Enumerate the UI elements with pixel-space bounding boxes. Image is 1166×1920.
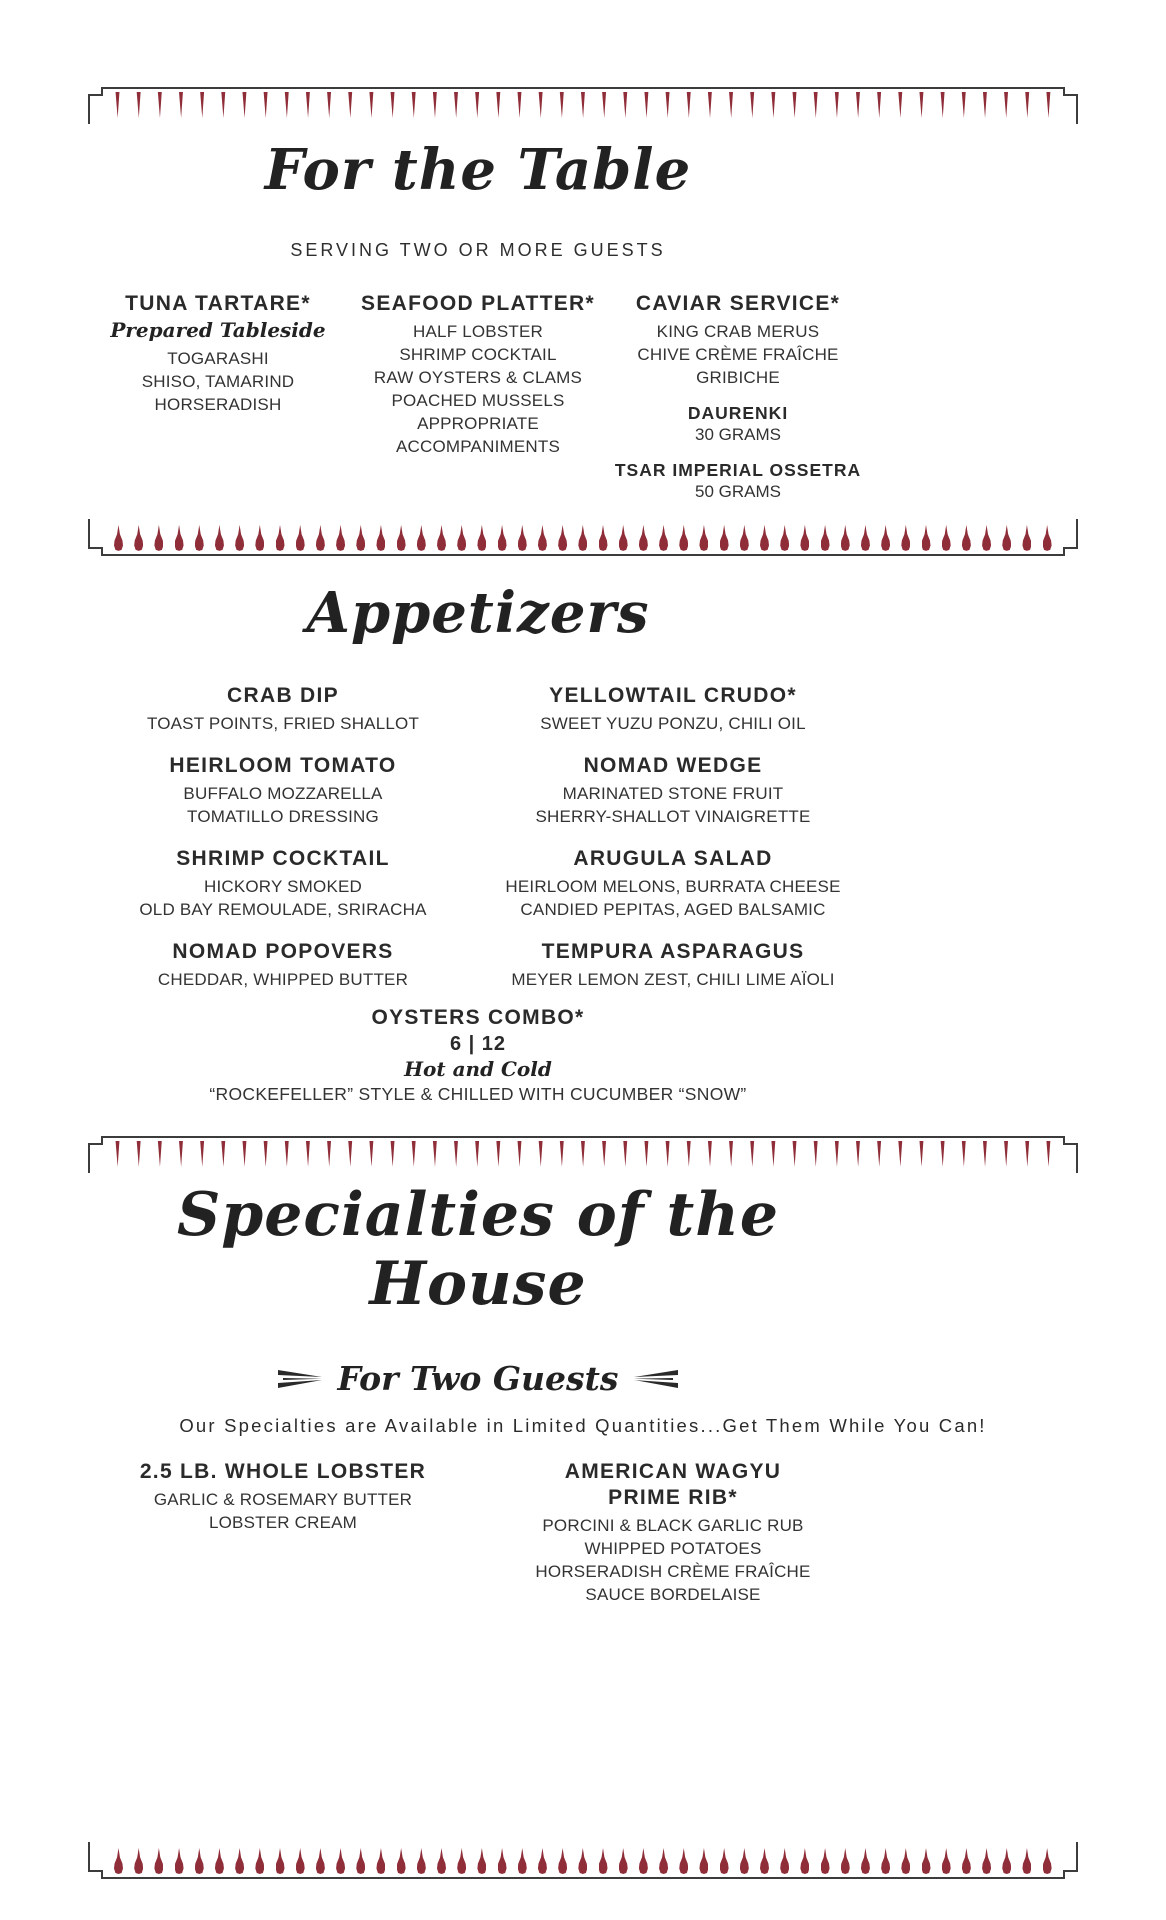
- ornament-spike-icon: [177, 92, 184, 118]
- ornament-spike-icon: [812, 92, 819, 118]
- dish-desc: [478, 875, 868, 921]
- dish-desc-line: PORCINI & BLACK GARLIC RUB: [542, 1516, 804, 1535]
- ornament-drop-icon: [114, 525, 123, 551]
- ornament-spike-icon: [833, 1141, 840, 1167]
- dish-tuna-tartare: [88, 291, 348, 503]
- ornament-drop-icon: [578, 525, 587, 551]
- ornament-spike-icon: [283, 92, 290, 118]
- section-border-open-1: [88, 86, 1078, 124]
- dish-name: ARUGULA SALAD: [573, 846, 773, 870]
- dish-seafood-platter: [348, 291, 608, 503]
- dish-shrimp-cocktail: [88, 846, 478, 921]
- ornament-drop-icon: [397, 525, 406, 551]
- ornament-spike-icon: [410, 1141, 417, 1167]
- ornament-spike-icon: [368, 1141, 375, 1167]
- ornament-spike-icon: [453, 1141, 460, 1167]
- ornament-row-drops: [114, 525, 1052, 551]
- ornament-drop-icon: [679, 1848, 688, 1874]
- ornament-spike-icon: [981, 1141, 988, 1167]
- ornament-drop-icon: [558, 525, 567, 551]
- ornament-spike-icon: [156, 1141, 163, 1167]
- dish-desc: [478, 968, 868, 991]
- ornament-spike-icon: [643, 1141, 650, 1167]
- ornament-drop-icon: [538, 525, 547, 551]
- ornament-spike-icon: [770, 92, 777, 118]
- ornament-drop-icon: [397, 1848, 406, 1874]
- ornament-drop-icon: [962, 525, 971, 551]
- specialties-tagline: Our Specialties are Available in Limited Quantities...Get Them While You Can!: [179, 1415, 987, 1436]
- ornament-spike-icon: [347, 92, 354, 118]
- ornament-spike-icon: [262, 1141, 269, 1167]
- ornament-drop-icon: [599, 1848, 608, 1874]
- ornament-drop-icon: [538, 1848, 547, 1874]
- ornament-drop-icon: [134, 1848, 143, 1874]
- dish-desc-line: HEIRLOOM MELONS, BURRATA CHEESE: [505, 876, 841, 896]
- ornament-spike-icon: [876, 1141, 883, 1167]
- ornament-spike-icon: [791, 1141, 798, 1167]
- ornament-drop-icon: [518, 525, 527, 551]
- ornament-drop-icon: [477, 1848, 486, 1874]
- section-for-the-table: [88, 138, 1078, 503]
- ornament-drop-icon: [982, 525, 991, 551]
- dish-desc: [478, 712, 868, 735]
- ornament-drop-icon: [356, 525, 365, 551]
- ornament-spike-icon: [495, 1141, 502, 1167]
- ornament-drop-icon: [235, 1848, 244, 1874]
- dish-desc-line: SHERRY-SHALLOT VINAIGRETTE: [535, 806, 811, 826]
- section-border-close-1: [88, 519, 1078, 557]
- ornament-drop-icon: [437, 1848, 446, 1874]
- ornament-spike-icon: [389, 92, 396, 118]
- ornament-drop-icon: [376, 525, 385, 551]
- caviar-option-name: TSAR IMPERIAL OSSETRA: [614, 459, 862, 480]
- ornament-spike-icon: [516, 1141, 523, 1167]
- ornament-spike-icon: [304, 1141, 311, 1167]
- ornament-drop-icon: [336, 525, 345, 551]
- section-title-appetizers: Appetizers: [306, 579, 650, 646]
- dish-desc-line: HORSERADISH CRÈME FRAÎCHE: [535, 1562, 811, 1581]
- ornament-spike-icon: [114, 1141, 121, 1167]
- ornament-drop-icon: [276, 525, 285, 551]
- ornament-drop-icon: [336, 1848, 345, 1874]
- flourish-right-icon: [632, 1366, 678, 1392]
- ornament-drop-icon: [659, 1848, 668, 1874]
- specialties-columns: [88, 1459, 868, 1606]
- dish-nomad-wedge: [478, 753, 868, 828]
- ornament-drop-icon: [175, 525, 184, 551]
- dish-desc-line: SHISO, TAMARIND: [141, 371, 295, 391]
- dish-desc-line: SHRIMP COCKTAIL: [399, 344, 557, 364]
- ornament-drop-icon: [942, 525, 951, 551]
- ornament-spike-icon: [241, 1141, 248, 1167]
- dish-name: NOMAD WEDGE: [583, 753, 763, 777]
- dish-desc: [348, 320, 608, 458]
- ornament-spike-icon: [706, 92, 713, 118]
- ornament-spike-icon: [643, 92, 650, 118]
- dish-desc: [88, 347, 348, 416]
- dish-desc-line: BUFFALO MOZZARELLA: [183, 783, 383, 803]
- ornament-spike-icon: [749, 92, 756, 118]
- ornament-drop-icon: [841, 1848, 850, 1874]
- ornament-drop-icon: [457, 525, 466, 551]
- ornament-drop-icon: [215, 525, 224, 551]
- section-appetizers: [88, 581, 1078, 1105]
- ornament-spike-icon: [664, 92, 671, 118]
- ornament-drop-icon: [861, 1848, 870, 1874]
- ornament-drop-icon: [417, 525, 426, 551]
- ornament-drop-icon: [720, 1848, 729, 1874]
- ornament-spike-icon: [347, 1141, 354, 1167]
- dish-desc-line: WHIPPED POTATOES: [584, 1539, 762, 1558]
- ornament-drop-icon: [518, 1848, 527, 1874]
- dish-desc: [608, 320, 868, 389]
- ornament-drop-icon: [639, 1848, 648, 1874]
- dish-desc-line: TOAST POINTS, FRIED SHALLOT: [146, 713, 420, 733]
- ornament-spike-icon: [135, 92, 142, 118]
- dish-name: 2.5 LB. WHOLE LOBSTER: [139, 1460, 427, 1483]
- ornament-spike-icon: [685, 1141, 692, 1167]
- ornament-spike-icon: [199, 1141, 206, 1167]
- ornament-spike-icon: [326, 92, 333, 118]
- ornament-spike-icon: [453, 92, 460, 118]
- ornament-spike-icon: [981, 92, 988, 118]
- ornament-drop-icon: [760, 525, 769, 551]
- oysters-counts: 6 | 12: [449, 1032, 507, 1055]
- dish-desc-line: CHEDDAR, WHIPPED BUTTER: [157, 969, 409, 989]
- dish-desc-line: “ROCKEFELLER” STYLE & CHILLED WITH CUCUMBER “SNOW”: [209, 1083, 747, 1104]
- dish-crab-dip: [88, 683, 478, 735]
- section-border-close-2: [88, 1842, 1078, 1880]
- dish-desc: [88, 968, 478, 991]
- ornament-spike-icon: [579, 92, 586, 118]
- ornament-drop-icon: [841, 525, 850, 551]
- ornament-drop-icon: [780, 1848, 789, 1874]
- ornament-spike-icon: [897, 1141, 904, 1167]
- caviar-option-size: 30 GRAMS: [695, 424, 781, 444]
- dish-desc-line: HALF LOBSTER: [413, 321, 543, 341]
- ornament-spike-icon: [410, 92, 417, 118]
- ornament-spike-icon: [1045, 1141, 1052, 1167]
- ornament-spike-icon: [812, 1141, 819, 1167]
- ornament-spike-icon: [876, 92, 883, 118]
- ornament-drop-icon: [639, 525, 648, 551]
- ornament-spike-icon: [833, 92, 840, 118]
- appetizers-columns: [88, 683, 868, 991]
- dish-desc-line: HICKORY SMOKED: [203, 876, 363, 896]
- caviar-option-daurenki: [608, 402, 868, 446]
- ornament-drop-icon: [619, 1848, 628, 1874]
- ornament-drop-icon: [780, 525, 789, 551]
- ornament-drop-icon: [1043, 525, 1052, 551]
- ornament-spike-icon: [177, 1141, 184, 1167]
- ornament-drop-icon: [114, 1848, 123, 1874]
- ornament-drop-icon: [699, 525, 708, 551]
- ornament-spike-icon: [431, 1141, 438, 1167]
- section-specialties: [88, 1181, 1078, 1606]
- ornament-spike-icon: [728, 92, 735, 118]
- ornament-spike-icon: [474, 1141, 481, 1167]
- dish-yellowtail-crudo: [478, 683, 868, 735]
- dish-desc-line: ACCOMPANIMENTS: [396, 436, 560, 456]
- dish-name: SHRIMP COCKTAIL: [176, 846, 390, 870]
- ornament-drop-icon: [901, 525, 910, 551]
- ornament-spike-icon: [1024, 92, 1031, 118]
- ornament-drop-icon: [356, 1848, 365, 1874]
- dish-oysters-combo: [88, 1005, 868, 1105]
- ornament-drop-icon: [437, 525, 446, 551]
- ornament-spike-icon: [791, 92, 798, 118]
- dish-desc-line: GRIBICHE: [696, 367, 780, 387]
- dish-name: CAVIAR SERVICE*: [635, 291, 841, 315]
- dish-desc-line: MARINATED STONE FRUIT: [562, 783, 784, 803]
- dish-name: YELLOWTAIL CRUDO*: [549, 683, 797, 707]
- ornament-drop-icon: [881, 1848, 890, 1874]
- ornament-spike-icon: [220, 1141, 227, 1167]
- ornament-drop-icon: [699, 1848, 708, 1874]
- ornament-spike-icon: [537, 92, 544, 118]
- ornament-spike-icon: [939, 92, 946, 118]
- ornament-drop-icon: [760, 1848, 769, 1874]
- ornament-drop-icon: [154, 525, 163, 551]
- section-title-for-the-table: For the Table: [264, 137, 692, 203]
- dish-name: OYSTERS COMBO*: [371, 1005, 585, 1029]
- dish-desc: [478, 782, 868, 828]
- ornament-drop-icon: [175, 1848, 184, 1874]
- ornament-drop-icon: [255, 525, 264, 551]
- dish-heirloom-tomato: [88, 753, 478, 828]
- ornament-drop-icon: [800, 525, 809, 551]
- caviar-option-size: 50 GRAMS: [695, 481, 781, 501]
- ornament-drop-icon: [578, 1848, 587, 1874]
- ornament-spike-icon: [516, 92, 523, 118]
- ornament-drop-icon: [457, 1848, 466, 1874]
- ornament-drop-icon: [962, 1848, 971, 1874]
- ornament-drop-icon: [881, 525, 890, 551]
- section-title-specialties: Specialties of the House: [176, 1179, 780, 1319]
- dish-desc: [478, 1514, 868, 1606]
- ornament-spike-icon: [854, 92, 861, 118]
- ornament-drop-icon: [255, 1848, 264, 1874]
- dish-desc-line: SAUCE BORDELAISE: [585, 1585, 761, 1604]
- ornament-drop-icon: [154, 1848, 163, 1874]
- ornament-spike-icon: [854, 1141, 861, 1167]
- ornament-spike-icon: [897, 92, 904, 118]
- dish-name: TEMPURA ASPARAGUS: [541, 939, 805, 963]
- ornament-spike-icon: [960, 1141, 967, 1167]
- ornament-drop-icon: [659, 525, 668, 551]
- dish-desc-line: SWEET YUZU PONZU, CHILI OIL: [540, 713, 806, 733]
- caviar-option-name: DAURENKI: [687, 402, 789, 423]
- for-two-guests-row: [88, 1359, 868, 1399]
- dish-desc-line: OLD BAY REMOULADE, SRIRACHA: [139, 899, 427, 919]
- ornament-row-spikes: [114, 92, 1052, 118]
- ornament-drop-icon: [1043, 1848, 1052, 1874]
- ornament-drop-icon: [215, 1848, 224, 1874]
- ornament-spike-icon: [431, 92, 438, 118]
- ornament-drop-icon: [982, 1848, 991, 1874]
- dish-caviar-service: [608, 291, 868, 503]
- ornament-spike-icon: [558, 1141, 565, 1167]
- ornament-spike-icon: [1024, 1141, 1031, 1167]
- ornament-drop-icon: [1022, 1848, 1031, 1874]
- ornament-drop-icon: [922, 525, 931, 551]
- dish-script-note: Hot and Cold: [404, 1056, 552, 1081]
- ornament-drop-icon: [195, 525, 204, 551]
- ornament-spike-icon: [495, 92, 502, 118]
- ornament-spike-icon: [1045, 92, 1052, 118]
- ornament-spike-icon: [199, 92, 206, 118]
- ornament-spike-icon: [558, 92, 565, 118]
- ornament-spike-icon: [326, 1141, 333, 1167]
- ornament-spike-icon: [939, 1141, 946, 1167]
- ornament-drop-icon: [942, 1848, 951, 1874]
- dish-desc: [88, 1488, 478, 1534]
- ornament-spike-icon: [622, 1141, 629, 1167]
- ornament-drop-icon: [1022, 525, 1031, 551]
- ornament-spike-icon: [601, 1141, 608, 1167]
- dish-desc-line: LOBSTER CREAM: [208, 1513, 358, 1532]
- ornament-spike-icon: [1003, 1141, 1010, 1167]
- ornament-spike-icon: [241, 92, 248, 118]
- ornament-spike-icon: [304, 92, 311, 118]
- dish-desc-line: CHIVE CRÈME FRAÎCHE: [637, 344, 839, 364]
- ornament-drop-icon: [296, 525, 305, 551]
- dish-name: HEIRLOOM TOMATO: [169, 753, 397, 777]
- dish-whole-lobster: [88, 1459, 478, 1606]
- ornament-spike-icon: [918, 1141, 925, 1167]
- dish-name: NOMAD POPOVERS: [172, 939, 394, 963]
- ornament-drop-icon: [901, 1848, 910, 1874]
- ornament-spike-icon: [749, 1141, 756, 1167]
- ornament-spike-icon: [389, 1141, 396, 1167]
- ornament-spike-icon: [601, 92, 608, 118]
- dish-desc-line: RAW OYSTERS & CLAMS: [373, 367, 583, 387]
- dish-desc-line: CANDIED PEPITAS, AGED BALSAMIC: [520, 899, 826, 919]
- ornament-spike-icon: [262, 92, 269, 118]
- ornament-spike-icon: [114, 92, 121, 118]
- ornament-drop-icon: [498, 525, 507, 551]
- dish-name: SEAFOOD PLATTER*: [361, 291, 595, 315]
- ornament-row-spikes: [114, 1141, 1052, 1167]
- section-border-open-2: [88, 1135, 1078, 1173]
- ornament-spike-icon: [622, 92, 629, 118]
- ornament-drop-icon: [821, 525, 830, 551]
- ornament-drop-icon: [1002, 525, 1011, 551]
- ornament-spike-icon: [664, 1141, 671, 1167]
- dish-desc-line: HORSERADISH: [154, 394, 282, 414]
- ornament-drop-icon: [558, 1848, 567, 1874]
- ornament-drop-icon: [740, 525, 749, 551]
- ornament-spike-icon: [579, 1141, 586, 1167]
- dish-desc: [88, 875, 478, 921]
- ornament-spike-icon: [156, 92, 163, 118]
- dish-desc-line: MEYER LEMON ZEST, CHILI LIME AÏOLI: [511, 969, 835, 989]
- ornament-drop-icon: [235, 525, 244, 551]
- ornament-drop-icon: [619, 525, 628, 551]
- dish-script-note: Prepared Tableside: [110, 317, 326, 342]
- ornament-drop-icon: [821, 1848, 830, 1874]
- section-subtitle: SERVING TWO OR MORE GUESTS: [290, 239, 666, 260]
- dish-desc: [88, 782, 478, 828]
- caviar-option-tsar-imperial-ossetra: [608, 459, 868, 503]
- dish-desc-line: POACHED MUSSELS: [391, 390, 565, 410]
- for-the-table-columns: [88, 291, 868, 503]
- ornament-spike-icon: [706, 1141, 713, 1167]
- ornament-drop-icon: [800, 1848, 809, 1874]
- ornament-drop-icon: [316, 525, 325, 551]
- ornament-spike-icon: [368, 92, 375, 118]
- ornament-spike-icon: [918, 92, 925, 118]
- dish-nomad-popovers: [88, 939, 478, 991]
- ornament-spike-icon: [283, 1141, 290, 1167]
- ornament-spike-icon: [537, 1141, 544, 1167]
- ornament-spike-icon: [135, 1141, 142, 1167]
- ornament-drop-icon: [134, 525, 143, 551]
- dish-desc-line: TOMATILLO DRESSING: [187, 806, 379, 826]
- ornament-spike-icon: [960, 92, 967, 118]
- ornament-drop-icon: [861, 525, 870, 551]
- dish-desc-line: GARLIC & ROSEMARY BUTTER: [153, 1490, 413, 1509]
- dish-desc-line: KING CRAB MERUS: [656, 321, 820, 341]
- dish-desc: [88, 712, 478, 735]
- ornament-drop-icon: [376, 1848, 385, 1874]
- ornament-drop-icon: [922, 1848, 931, 1874]
- dish-american-wagyu-prime-rib: [478, 1459, 868, 1606]
- ornament-spike-icon: [685, 92, 692, 118]
- ornament-spike-icon: [728, 1141, 735, 1167]
- ornament-row-drops: [114, 1848, 1052, 1874]
- ornament-drop-icon: [740, 1848, 749, 1874]
- dish-name: TUNA TARTARE*: [125, 291, 311, 315]
- ornament-drop-icon: [276, 1848, 285, 1874]
- ornament-drop-icon: [195, 1848, 204, 1874]
- ornament-spike-icon: [474, 92, 481, 118]
- ornament-drop-icon: [296, 1848, 305, 1874]
- dish-desc-line: TOGARASHI: [167, 348, 269, 368]
- dish-desc-line: APPROPRIATE: [417, 413, 539, 433]
- ornament-drop-icon: [599, 525, 608, 551]
- ornament-drop-icon: [417, 1848, 426, 1874]
- dish-arugula-salad: [478, 846, 868, 921]
- dish-name: AMERICAN WAGYU PRIME RIB*: [564, 1460, 782, 1509]
- ornament-spike-icon: [220, 92, 227, 118]
- ornament-drop-icon: [679, 525, 688, 551]
- dish-name: CRAB DIP: [227, 683, 339, 707]
- ornament-drop-icon: [477, 525, 486, 551]
- flourish-left-icon: [278, 1366, 324, 1392]
- ornament-drop-icon: [1002, 1848, 1011, 1874]
- ornament-drop-icon: [720, 525, 729, 551]
- for-two-guests-label: For Two Guests: [337, 1359, 619, 1398]
- dish-tempura-asparagus: [478, 939, 868, 991]
- ornament-drop-icon: [498, 1848, 507, 1874]
- ornament-drop-icon: [316, 1848, 325, 1874]
- ornament-spike-icon: [1003, 92, 1010, 118]
- ornament-spike-icon: [770, 1141, 777, 1167]
